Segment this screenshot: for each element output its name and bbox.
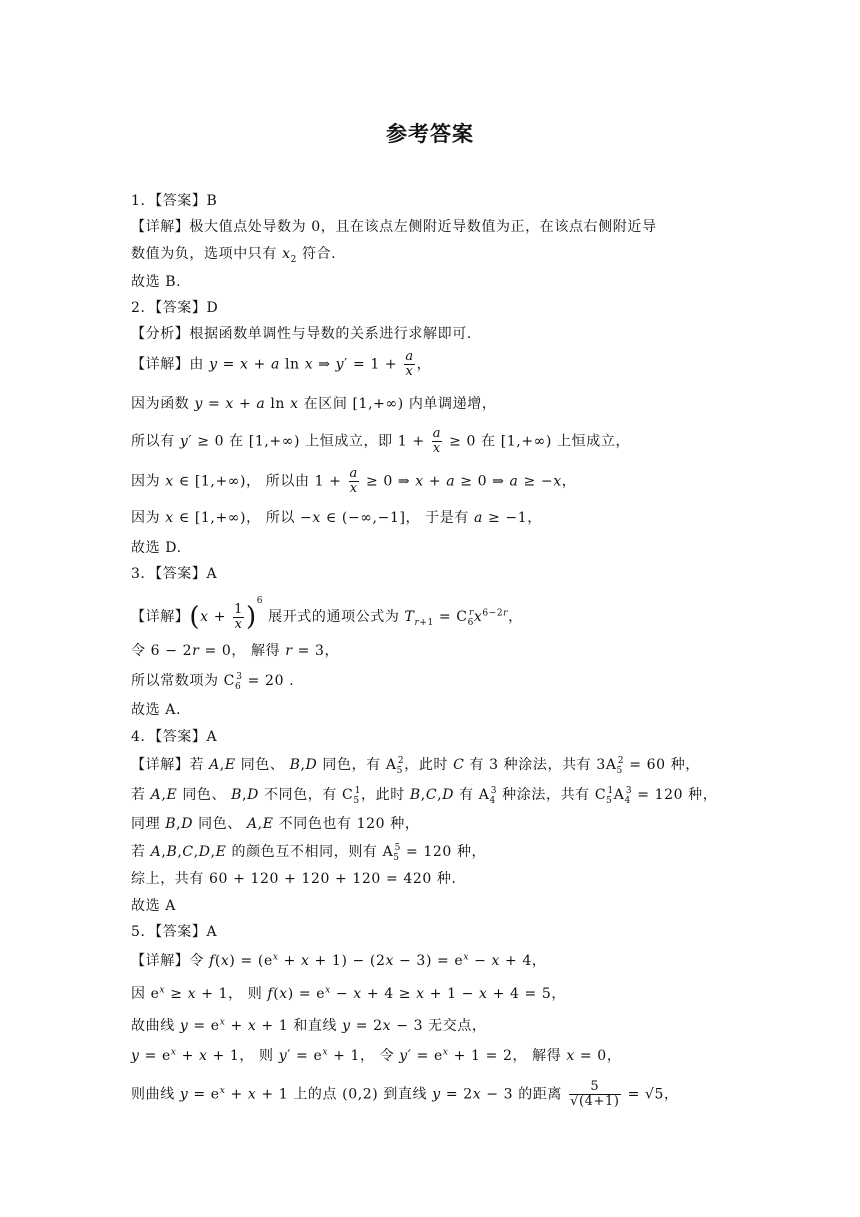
answer-5-detail-line-3: 故曲线 $y = e^x + x + 1$ 和直线 y = 2x − 3 无交点， (131, 1017, 487, 1034)
answer-5-detail-line-2: 因 $e^x \ge x + 1$， 则 $f(x) = e^x - x + 4 \ge x + 1 - x + 4 = 5$， (131, 985, 567, 1002)
answer-3-conclusion: 故选 A. (131, 702, 182, 718)
answer-3-header: 3．【答案】A (131, 566, 218, 582)
answer-4-detail-line-3: 同理 B,D 同色、 A,E 不同色也有 120 种， (131, 816, 420, 832)
answer-5-header: 5．【答案】A (131, 924, 218, 940)
answer-1-conclusion: 故选 B. (131, 274, 182, 290)
answer-1-detail-line-1: 【详解】极大值点处导数为 0，且在该点左侧附近导数值为正，在该点右侧附近导 (131, 219, 657, 235)
answer-4-detail-line-1: 【详解】若 A,E 同色、 B,D 同色，有 $A_5^2$，此时 C 有 3 种涂法，共有 $3A_5^2 = 60$ 种， (131, 756, 700, 776)
answer-3-detail-line-3: 所以常数项为 $C_6^3 = 20$ . (131, 672, 295, 692)
answer-5-detail-line-5: 则曲线 $y = e^x + x + 1$ 上的点 (0,2) 到直线 y = 2x − 3 的距离 $\frac{5}{√(4+1)}$ = √5， (131, 1079, 679, 1109)
answer-3-detail-line-1: 【详解】(x + $\frac{1}{x}$ )$^6$ 展开式的通项公式为 $T_{r+1} = C_6^rx^{6-2r}$， (131, 596, 523, 632)
answer-1-header: 1．【答案】B (131, 193, 218, 209)
answer-4-detail-line-4: 若 A,B,C,D,E 的颜色互不相同，则有 $A_5^5 = 120$ 种， (131, 843, 487, 863)
answer-2-detail-line-1: 【详解】由 y = x + a ln x ⇒ y′ = 1 + $\frac{a}{x}$ ， (131, 349, 432, 379)
answer-2-analysis: 【分析】根据函数单调性与导数的关系进行求解即可. (131, 326, 472, 342)
answer-2-header: 2．【答案】D (131, 300, 219, 316)
answer-2-detail-line-5: 因为 x ∈ [1,+∞)， 所以 −x ∈ (−∞,−1]， 于是有 a ≥ −1， (131, 510, 542, 526)
answer-1-detail-line-2: 数值为负，选项中只有 $x_2$ 符合. (131, 246, 337, 265)
answer-5-detail-line-1: 【详解】令 $f(x) = (e^x + x + 1) - (2x - 3) = e^x - x + 4$， (131, 952, 547, 969)
page-title: 参考答案 (386, 122, 474, 146)
answer-2-detail-line-2: 因为函数 y = x + a ln x 在区间 [1,+∞) 内单调递增， (131, 396, 497, 412)
answer-2-conclusion: 故选 D. (131, 540, 182, 556)
answer-3-detail-line-2: 令 6 − 2r = 0， 解得 r = 3， (131, 643, 340, 659)
answer-2-detail-line-3: 所以有 y′ ≥ 0 在 [1,+∞) 上恒成立，即 1 + $\frac{a}{x}$ ≥ 0 在 [1,+∞) 上恒成立， (131, 426, 631, 456)
answer-4-detail-line-2: 若 A,E 同色、 B,D 不同色，有 $C_5^1$，此时 B,C,D 有 $A_4^3$ 种涂法，共有 $C_5^1A_4^3 = 120$ 种， (131, 786, 718, 806)
answer-5-detail-line-4: $y = e^x + x + 1$， 则 $y' = e^x + 1$， 令 $y' = e^x + 1 = 2$， 解得 x = 0， (131, 1047, 622, 1064)
answer-4-conclusion: 故选 A (131, 898, 176, 914)
answer-4-header: 4．【答案】A (131, 729, 218, 745)
answer-4-detail-line-5: 综上，共有 60 + 120 + 120 + 120 = 420 种. (131, 871, 457, 887)
answer-2-detail-line-4: 因为 x ∈ [1,+∞)， 所以由 1 + $\frac{a}{x}$ ≥ 0 ⇒ x + a ≥ 0 ⇒ a ≥ −x， (131, 466, 577, 496)
